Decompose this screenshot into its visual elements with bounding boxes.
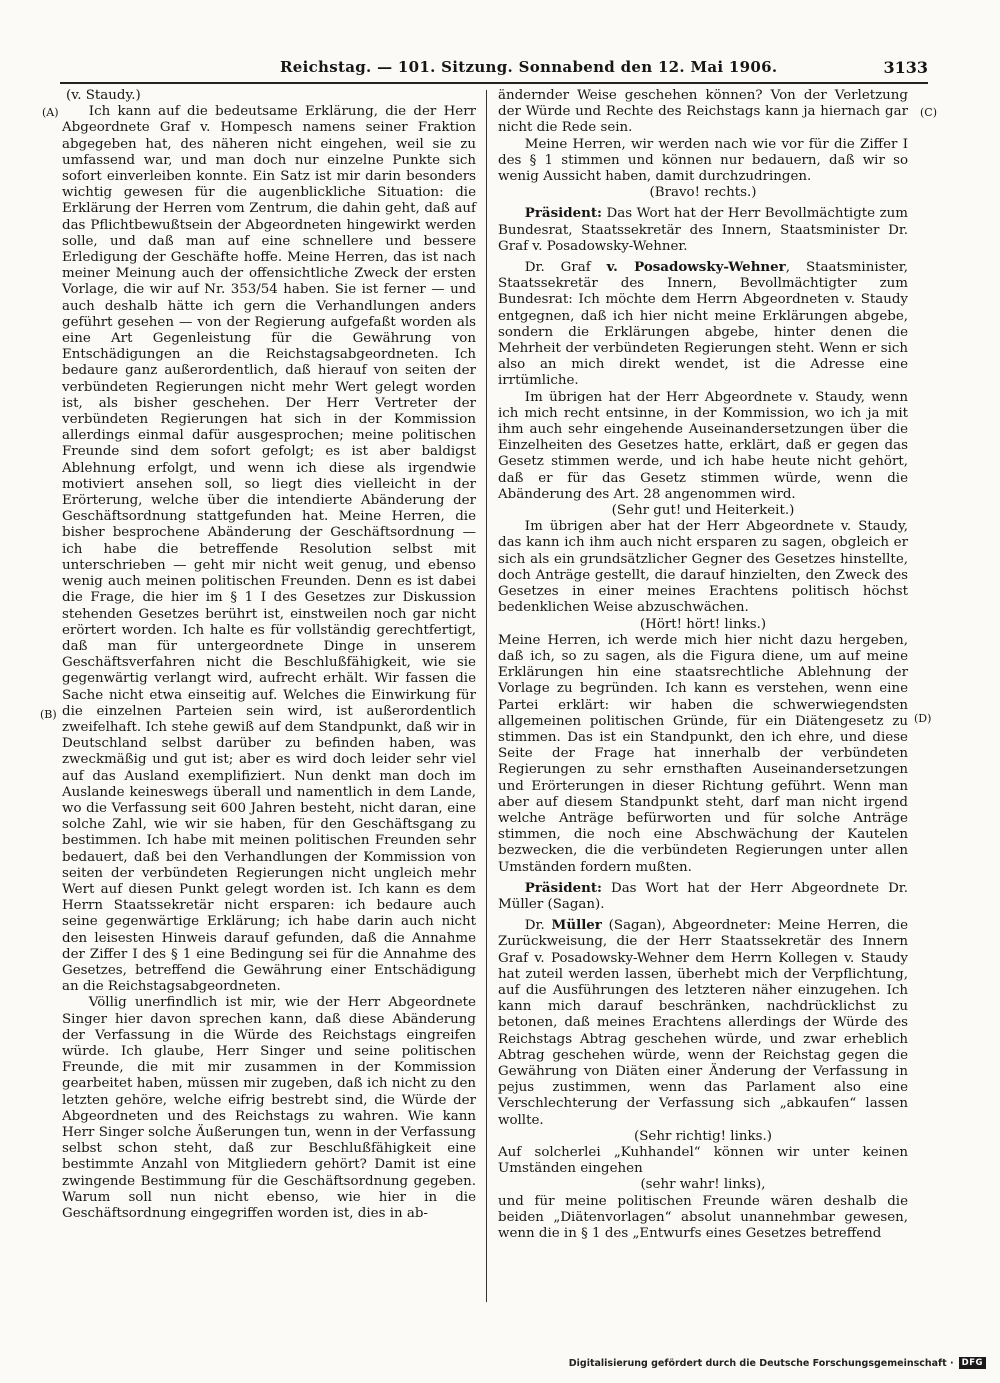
- statement-text: Das Wort hat der Herr Abgeordnete Dr. Müller (Sagan).: [498, 880, 908, 912]
- right-column: [498, 88, 908, 1242]
- president-statement: [498, 205, 908, 255]
- paragraph: Meine Herren, ich werde mich hier nicht dazu hergeben, daß ich, so zu sagen, als die Figura diene, um auf meine Erklärungen hin eine staatsrechtliche Ablehnung der Vorlage zu begründen. Ich kann es verstehen, wenn eine Partei erklärt: wir haben die schwerwiegendsten allgemeinen politischen Gründe, für ein Diätengesetz zu stimmen. Das ist ein Standpunkt, den ich ehre, und diese Seite der Frage hat innerhalb der verbündeten Regierungen zu sehr ernsthaften Auseinandersetzungen und Erörterungen in dieser Richtung geführt. Wenn man aber auf diesem Standpunkt steht, darf man nicht irgend welche Anträge befürworten und für solche Anträge stimmen, die noch eine Abschwächung der Kautelen bezwecken, die die verbündeten Regierungen unter allen Umständen fordern mußten.: [498, 632, 908, 875]
- paragraph: Im übrigen hat der Herr Abgeordnete v. Staudy, wenn ich mich recht entsinne, in der Kommission, wo ich ja mit ihm auch sehr eingehende Auseinandersetzungen über die Einzelheiten des Gesetzes hatte, erklärt, daß er gegen das Gesetz stimmen werde, und ich habe heute nicht gehört, daß er für das Gesetz stimmen würde, wenn die Abänderung des Art. 28 angenommen wird.: [498, 389, 908, 502]
- minister-statement: [498, 259, 908, 390]
- reaction: (Sehr gut! und Heiterkeit.): [611, 503, 795, 519]
- footer-text: Digitalisierung gefördert durch die Deutsche Forschungsgemeinschaft ·: [568, 1357, 954, 1369]
- president-statement: [498, 880, 908, 913]
- statement-text: (Sagan), Abgeordneter: Meine Herren, die Zurückweisung, die der Herr Staatssekretär des Innern Graf v. Posadowsky-Wehner dem Herrn Kollegen v. Staudy hat zuteil werden lassen, überhebt mich der Verpflichtung, auf die Ausführungen des letzteren näher einzugehen. Ich kann mich darauf beschränken, nachdrücklichst zu betonen, daß meines Erachtens allerdings der Würde des Reichstags Abtrag geschehen würde, und zwar erheblich Abtrag geschehen würde, wenn der Reichstag gegen die Gewährung von Diäten einer Änderung der Verfassung in pejus zustimmen, wenn das Parlament also eine Verschlechterung der Verfassung sich „abkaufen“ lassen wollte.: [498, 918, 908, 1128]
- dfg-logo: DFG: [959, 1357, 986, 1369]
- reaction: (Bravo! rechts.): [649, 185, 757, 201]
- margin-marker-c: (C): [920, 106, 937, 119]
- margin-marker-a: (A): [42, 106, 59, 119]
- paragraph: Ich kann auf die bedeutsame Erklärung, die der Herr Abgeordnete Graf v. Hompesch namens seiner Fraktion abgegeben hat, des näheren nicht eingehen, weil sie zu umfassend war, und man doch nur einzelne Punkte sich sofort einverleiben konnte. Ein Satz ist mir darin besonders wichtig gewesen für die augenblickliche Situation: die Erklärung der Herren vom Zentrum, die dahin geht, daß auf das Pflichtbewußtsein der Abgeordneten hingewirkt werden solle, und daß man auf eine schnellere und bessere Erledigung der Geschäfte hoffe. Meine Herren, das ist nach meiner Meinung auch der offensichtliche Zweck der ersten Vorlage, die wir auf Nr. 353/54 haben. Sie ist ferner — und auch deshalb hätte ich gern die Verhandlungen anders geführt gesehen — von der Regierung aufgefaßt worden als eine Art Gegenleistung für die Gewährung von Entschädigungen an die Reichstagsabgeordneten. Ich bedaure ganz außerordentlich, daß hierauf von seiten der verbündeten Regierungen nicht mehr Wert gelegt worden ist, als bisher geschehen. Der Herr Vertreter der verbündeten Regierungen hat sich in der Kommission allerdings einmal dafür ausgesprochen; meine politischen Freunde sind dem sofort gefolgt; es ist aber baldigst Ablehnung erfolgt, und wenn ich diese als irgendwie motiviert ansehen soll, so liegt dies vielleicht in der Erörterung, welche über die intendierte Abänderung der Geschäftsordnung stattgefunden hat. Meine Herren, die bisher besprochene Abänderung der Geschäftsordnung — ich habe die betreffende Resolution selbst mit unterschrieben — geht mir nicht weit genug, und ebenso wenig auch meinen politischen Freunden. Denn es ist dabei die Frage, die hier im § 1 I des Gesetzes zur Diskussion stehenden Gesetzes berührt ist, einstweilen noch gar nicht erörtert worden. Ich halte es für vollständig gerechtfertigt, daß man für untergeordnete Dinge in unserem Geschäftsverfahren nicht die Beschlußfähigkeit, wie sie gegenwärtig verlangt wird, aufrecht erhält. Wir fassen die Sache nicht etwa einseitig auf. Welches die Einwirkung für die einzelnen Parteien sein wird, ist außerordentlich zweifelhaft. Ich stehe gewiß auf dem Standpunkt, daß wir in Deutschland selbst darüber zu befinden haben, was zweckmäßig und gut ist; aber es wird doch leider sehr viel auf das Ausland exemplifiziert. Nun denkt man doch im Auslande keineswegs überall und namentlich in dem Lande, wo die Verfassung seit 600 Jahren besteht, nicht daran, eine solche Zahl, wie wir sie haben, für den Geschäftsgang zu bestimmen. Ich habe mit meinen politischen Freunden sehr bedauert, daß bei den Verhandlungen der Kommission von seiten der verbündeten Regierungen nicht ungleich mehr Wert auf diesen Punkt gelegt worden ist. Ich kann es dem Herrn Staatssekretär nicht ersparen: ich bedaure auch seine gegenwärtige Erklärung; ich habe darin auch nicht den leisesten Hinweis darauf gefunden, daß die Annahme der Ziffer I des § 1 eine Bedingung sei für die Annahme des Gesetzes, betreffend die Gewährung einer Entschädigung an die Reichstagsabgeordneten.: [62, 104, 476, 995]
- header-rule: [60, 82, 928, 84]
- statement-text: , Staatsminister, Staatssekretär des Innern, Bevollmächtigter zum Bundesrat: Ich möchte dem Herrn Abgeordneten v. Staudy entgegnen, daß ich hier nicht meine Erklärungen abgebe, sondern die Erklärungen abgebe, hinter denen die Mehrheit der verbündeten Regierungen steht. Wenn er sich also an mich direkt wendet, ist die Adresse eine irrtümliche.: [498, 260, 908, 389]
- paragraph: ändernder Weise geschehen können? Von der Verletzung der Würde und Rechte des Reichstags kann ja hiernach gar nicht die Rede sein.: [498, 88, 908, 136]
- page-header: [60, 58, 928, 82]
- speaker-label: Präsident:: [524, 879, 602, 896]
- paragraph: Völlig unerfindlich ist mir, wie der Herr Abgeordnete Singer hier davon sprechen kann, daß diese Abänderung der Verfassung in die Würde des Reichstags eingreifen würde. Ich glaube, Herr Singer und seine politischen Freunde, die mit mir zusammen in der Kommission gearbeitet haben, müssen mir zugeben, daß ich nicht zu den letzten gehöre, welche eifrig bestrebt sind, die Würde der Abgeordneten und des Reichstags zu wahren. Wie kann Herr Singer solche Äußerungen tun, wenn in der Verfassung selbst schon steht, daß zur Beschlußfähigkeit eine bestimmte Anzahl von Mitgliedern gehört? Damit ist eine zwingende Bestimmung für die Geschäftsordnung gegeben. Warum soll nun nicht ebenso, wie hier in die Geschäftsordnung eingegriffen worden ist, dies in ab-: [62, 995, 476, 1222]
- speaker-name: Müller: [551, 917, 602, 934]
- column-divider: [486, 90, 487, 1302]
- speaker-prefix: Dr.: [524, 918, 552, 934]
- speaker-prefix: Dr. Graf: [524, 260, 607, 276]
- statement-text: Das Wort hat der Herr Bevollmächtigte zum Bundesrat, Staatssekretär des Innern, Staatsminister Dr. Graf v. Posadowsky-Wehner.: [498, 206, 908, 254]
- deputy-statement: [498, 917, 908, 1129]
- paragraph: Meine Herren, wir werden nach wie vor für die Ziffer I des § 1 stimmen und können nur bedauern, daß wir so wenig Aussicht haben, damit durchzudringen.: [498, 136, 908, 185]
- paragraph: und für meine politischen Freunde wären deshalb die beiden „Diätenvorlagen“ absolut unannehmbar gewesen, wenn die in § 1 des „Entwurfs eines Gesetzes betreffend: [498, 1193, 908, 1242]
- speaker-name: v. Posadowsky-Wehner: [606, 259, 786, 276]
- speaker-tag: (v. Staudy.): [66, 88, 141, 103]
- paragraph: Im übrigen aber hat der Herr Abgeordnete v. Staudy, das kann ich ihm auch nicht ersparen zu sagen, obgleich er sich als ein grundsätzlicher Gegner des Gesetzes hinstellte, doch Anträge gestellt, die darauf hinzielten, den Zweck des Gesetzes in einer meines Erachtens politisch höchst bedenklichen Weise abzuschwächen.: [498, 519, 908, 616]
- reaction: (Hört! hört! links.): [639, 616, 767, 632]
- header-title: Reichstag. — 101. Sitzung. Sonnabend den 12. Mai 1906.: [280, 58, 778, 76]
- left-column: [62, 88, 476, 1222]
- digitization-footer: [569, 1357, 986, 1369]
- page-number: 3133: [883, 58, 928, 77]
- paragraph: Auf solcherlei „Kuhhandel“ können wir unter keinen Umständen eingehen: [498, 1145, 908, 1177]
- speaker-label: Präsident:: [524, 205, 602, 222]
- margin-marker-d: (D): [914, 712, 932, 725]
- margin-marker-b: (B): [40, 708, 57, 721]
- reaction: (Sehr richtig! links.): [634, 1128, 772, 1144]
- reaction: (sehr wahr! links),: [640, 1177, 766, 1193]
